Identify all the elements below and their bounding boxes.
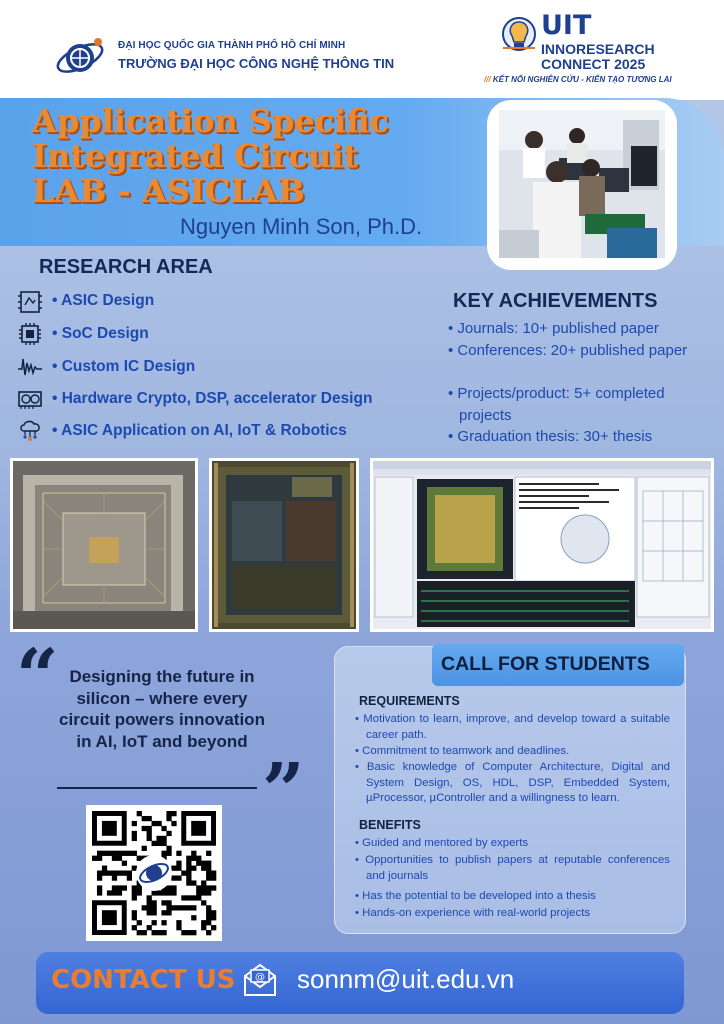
benefit-item: • Guided and mentored by experts (355, 837, 529, 849)
achievement-item: • Projects/product: 5+ completed projects (448, 385, 665, 424)
lab-title (32, 104, 389, 209)
benefit-item: • Has the potential to be developed into a thesis (355, 890, 596, 902)
chip-die-photo-frame (209, 458, 359, 632)
key-achievements-heading: KEY ACHIEVEMENTS (453, 290, 658, 312)
achievement-item: • Conferences: 20+ published paper (448, 342, 688, 359)
lab-title-line: LAB - ASICLAB (32, 172, 305, 210)
achievement-item: • Journals: 10+ published paper (448, 320, 659, 337)
university-name-line2: TRƯỜNG ĐẠI HỌC CÔNG NGHỆ THÔNG TIN (118, 56, 395, 71)
requirement-item: • Basic knowledge of Computer Architecture, Digital and System Design, OS, HDL, DSP, Embedded System, µProcessor, µController and a willingness to learn. (355, 761, 670, 804)
close-quote-icon: ” (262, 748, 305, 834)
open-quote-icon: “ (16, 634, 59, 720)
event-logo-line3: CONNECT 2025 (541, 56, 646, 72)
event-logo-line1: UIT (541, 10, 592, 41)
research-item-label: • ASIC Design (52, 292, 155, 309)
event-logo-line2: INNORESEARCH (541, 41, 655, 57)
benefit-item: • Opportunities to publish papers at reputable conferences and journals (355, 854, 670, 882)
lab-quote: Designing the future in silicon – where every circuit powers innovation in AI, IoT and beyond (59, 667, 265, 751)
university-name-line1: ĐẠI HỌC QUỐC GIA THÀNH PHỐ HỒ CHÍ MINH (118, 40, 346, 51)
chip-document-icon (17, 290, 43, 314)
requirement-item: • Commitment to teamwork and deadlines. (355, 745, 570, 757)
benefits-heading: BENEFITS (359, 818, 421, 832)
waveform-icon (17, 355, 43, 379)
cpu-chip-icon (17, 322, 43, 346)
lab-title-line: Application Specific (32, 102, 390, 140)
lab-title-line: Integrated Circuit (32, 137, 359, 175)
contact-email-link[interactable]: sonnm@uit.edu.vn (297, 964, 515, 994)
research-item-label: • Custom IC Design (52, 358, 196, 375)
research-item-label: • Hardware Crypto, DSP, accelerator Design (52, 390, 373, 407)
requirement-item: • Motivation to learn, improve, and develop toward a suitable career path. (355, 713, 670, 741)
achievement-item: • Graduation thesis: 30+ thesis (448, 428, 653, 445)
contact-label: CONTACT US (51, 965, 236, 995)
eda-layout-screenshot (373, 461, 711, 629)
gpu-card-icon (17, 387, 43, 411)
cloud-network-icon (17, 419, 43, 443)
call-for-students-title: CALL FOR STUDENTS (441, 653, 650, 675)
qr-code-image (86, 805, 222, 941)
svg-text:@: @ (255, 972, 265, 983)
lab-students-photo (499, 110, 665, 258)
qr-code[interactable] (86, 805, 222, 941)
innoresearch-logo-icon (497, 14, 541, 58)
event-tagline-text: KẾT NỐI NGHIÊN CỨU - KIẾN TẠO TƯƠNG LAI (492, 75, 672, 84)
mail-icon (241, 962, 279, 998)
research-area-heading: RESEARCH AREA (39, 256, 213, 278)
requirements-heading: REQUIREMENTS (359, 694, 460, 708)
chip-package-photo-frame (10, 458, 198, 632)
eda-layout-screenshot-frame (370, 458, 714, 632)
university-logo-icon (52, 28, 108, 84)
research-item-label: • ASIC Application on AI, IoT & Robotics (52, 422, 347, 439)
research-item-label: • SoC Design (52, 325, 149, 342)
lab-author: Nguyen Minh Son, Ph.D. (180, 214, 423, 239)
chip-package-photo (13, 461, 195, 629)
chip-die-photo (212, 461, 356, 629)
benefit-item: • Hands-on experience with real-world projects (355, 907, 591, 919)
quote-divider (57, 787, 257, 789)
event-tagline: /// KẾT NỐI NGHIÊN CỨU - KIẾN TẠO TƯƠNG LAI (484, 75, 672, 84)
